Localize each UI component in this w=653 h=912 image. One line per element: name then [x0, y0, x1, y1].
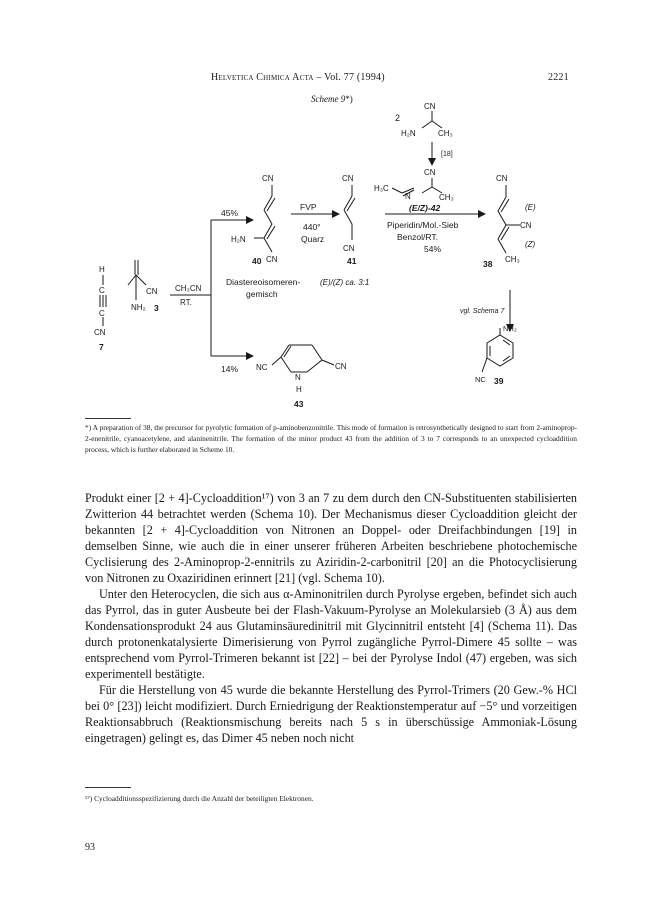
compound-39-label: 39: [494, 376, 504, 386]
footnote-mark: ¹⁷): [85, 794, 93, 803]
cn-label: CN: [342, 174, 354, 183]
n-label: N: [295, 373, 301, 382]
nh2-label: NH₂: [503, 324, 517, 333]
see-scheme-7: vgl. Schema 7: [460, 308, 505, 315]
footnote-text: Cycloadditionsspezifizierung durch die Anzahl der beteiligten Elektronen.: [94, 794, 314, 803]
journal-volume: Vol. 77 (1994): [324, 72, 385, 83]
n-label: N: [405, 192, 411, 201]
quartz-label: Quarz: [301, 234, 325, 244]
cn-label: CN: [496, 174, 508, 183]
yield-40: 45%: [221, 208, 239, 218]
ch3-label: CH₃: [505, 255, 520, 264]
c-label: C: [99, 309, 105, 318]
scheme-title: Scheme 9*): [311, 94, 353, 104]
rt-label: RT.: [180, 298, 192, 307]
page-number-bottom: 93: [85, 842, 95, 853]
paragraph-3: Für die Herstellung von 45 wurde die bekannte Herstellung des Pyrrol-Trimers (20 Gew.-% HCl bei 0° [23]) leicht modifiziert. Durch Erniedrigung der Reaktionstemperatur auf −5° und vorzeitigen Reaktionsabbruch (Reaktionsmischung bereits nach 5 s in überschüssige Ammoniak-Lösung eingetragen) gelingt es, das Dimer 45 neben noch nicht: [85, 683, 577, 745]
compound-40-label: 40: [252, 256, 262, 266]
fvp-label: FVP: [300, 202, 317, 212]
cn-label: CN: [424, 102, 436, 111]
header-separator: –: [316, 72, 322, 83]
compound-38-label: 38: [483, 259, 493, 269]
diastereomer-label-2: gemisch: [246, 289, 278, 299]
h-label: H: [99, 265, 105, 274]
ch3-label: CH₃: [438, 129, 453, 138]
body-text: [85, 490, 577, 746]
e-label: (E): [525, 203, 536, 212]
h2n-label: H₂N: [231, 235, 246, 244]
compound-41-label: 41: [347, 256, 357, 266]
h2n-label: H₂N: [401, 129, 416, 138]
cn-label: CN: [343, 244, 355, 253]
compound-3-label: 3: [154, 303, 159, 313]
journal-name: Helvetica Chimica Acta: [211, 72, 314, 83]
cn-label: CN: [146, 287, 158, 296]
cn-label: CN: [424, 168, 436, 177]
compound-43-label: 43: [294, 399, 304, 409]
paragraph-1: Produkt einer [2 + 4]-Cycloaddition¹⁷) von 3 an 7 zu dem durch den CN-Substituenten stabilisierten Zwitterion 44 betrachtet werden (Schema 10). Der Mechanismus dieser Cycloaddition gleicht der bekannten [2 + 4]-Cycloaddition von Nitronen an Doppel- oder Dreifachbindungen [19] in demselben Sinne, wie auch die in einer unserer früheren Arbeiten beschriebene photochemische Cyclisierung des 2-Aminoprop-2-ennitrils zu Aziridin-2-carbonitril [20] an die Photocyclisierung von Nitronen zu Oxaziridinen erinnert [21] (vgl. Schema 10).: [85, 491, 577, 585]
z-label: (Z): [525, 240, 536, 249]
yield-38: 54%: [424, 244, 442, 254]
nh2-label: NH₂: [131, 303, 146, 312]
condition-solvent: Benzol/RT.: [397, 232, 438, 242]
ez-ratio: (E)/(Z) ca. 3:1: [320, 278, 370, 287]
temperature-label: 440°: [303, 222, 321, 232]
ch3-label: CH₃: [439, 193, 454, 202]
diastereomer-label-1: Diastereoisomeren-: [226, 277, 301, 287]
compound-42-label: (E/Z)-42: [409, 203, 441, 213]
cn-label: CN: [266, 255, 278, 264]
footnote-text: A preparation of 38, the precursor for pyrolytic formation of p-aminobenzonitrile. This mode of formation is retrosynthetically designed to start from 2-aminoprop-2-enenitrile, cyanoacetylene, and alaninenitrile. The formation of the minor product 43 from the addition of 3 to 7 corresponds to an unexpected cycloaddition process, which is further elaborated in Scheme 10.: [85, 423, 577, 454]
nc-label: NC: [256, 363, 268, 372]
footnote-mark: *): [85, 423, 92, 432]
h3c-label: H₃C: [374, 184, 389, 193]
paragraph-2: Unter den Heterocyclen, die sich aus α-Aminonitrilen durch Pyrolyse ergeben, befindet sich auch das Pyrrol, das in guter Ausbeute bei der Flash-Vakuum-Pyrolyse an Molekularsieb (3 Å) aus dem Kondensationsprodukt 24 aus Glutaminsäuredinitril mit Glycinnitril entsteht [4] (Schema 11). Das durch protonenkatalysierte Dimerisierung von Pyrrol zugängliche Pyrrol-Dimere 45 sollte – was entsprechend vom Pyrrol-Trimeren bekannt ist [22] – bei der Pyrolyse Indol (47) ergeben, was sich experimentell bestätigte.: [85, 587, 577, 681]
scheme-footnote: [85, 423, 577, 455]
footnote-rule: [85, 418, 131, 419]
c-label: C: [99, 286, 105, 295]
cn-label: CN: [94, 328, 106, 337]
nc-label: NC: [475, 375, 486, 384]
label-two: 2: [395, 113, 401, 123]
compound-7-label: 7: [99, 342, 104, 352]
footnote-17: [85, 794, 577, 805]
cn-label: CN: [335, 362, 347, 371]
footnote-rule: [85, 787, 131, 788]
h-label: H: [296, 385, 302, 394]
page-number-top: 2221: [548, 72, 569, 83]
cn-label: CN: [262, 174, 274, 183]
ref18-label: [18]: [441, 151, 453, 158]
solvent-label: CH₃CN: [175, 284, 202, 293]
reaction-scheme: [0, 0, 653, 420]
yield-43: 14%: [221, 364, 239, 374]
condition-sieve: Piperidin/Mol.-Sieb: [387, 220, 459, 230]
cn-label: CN: [520, 221, 532, 230]
